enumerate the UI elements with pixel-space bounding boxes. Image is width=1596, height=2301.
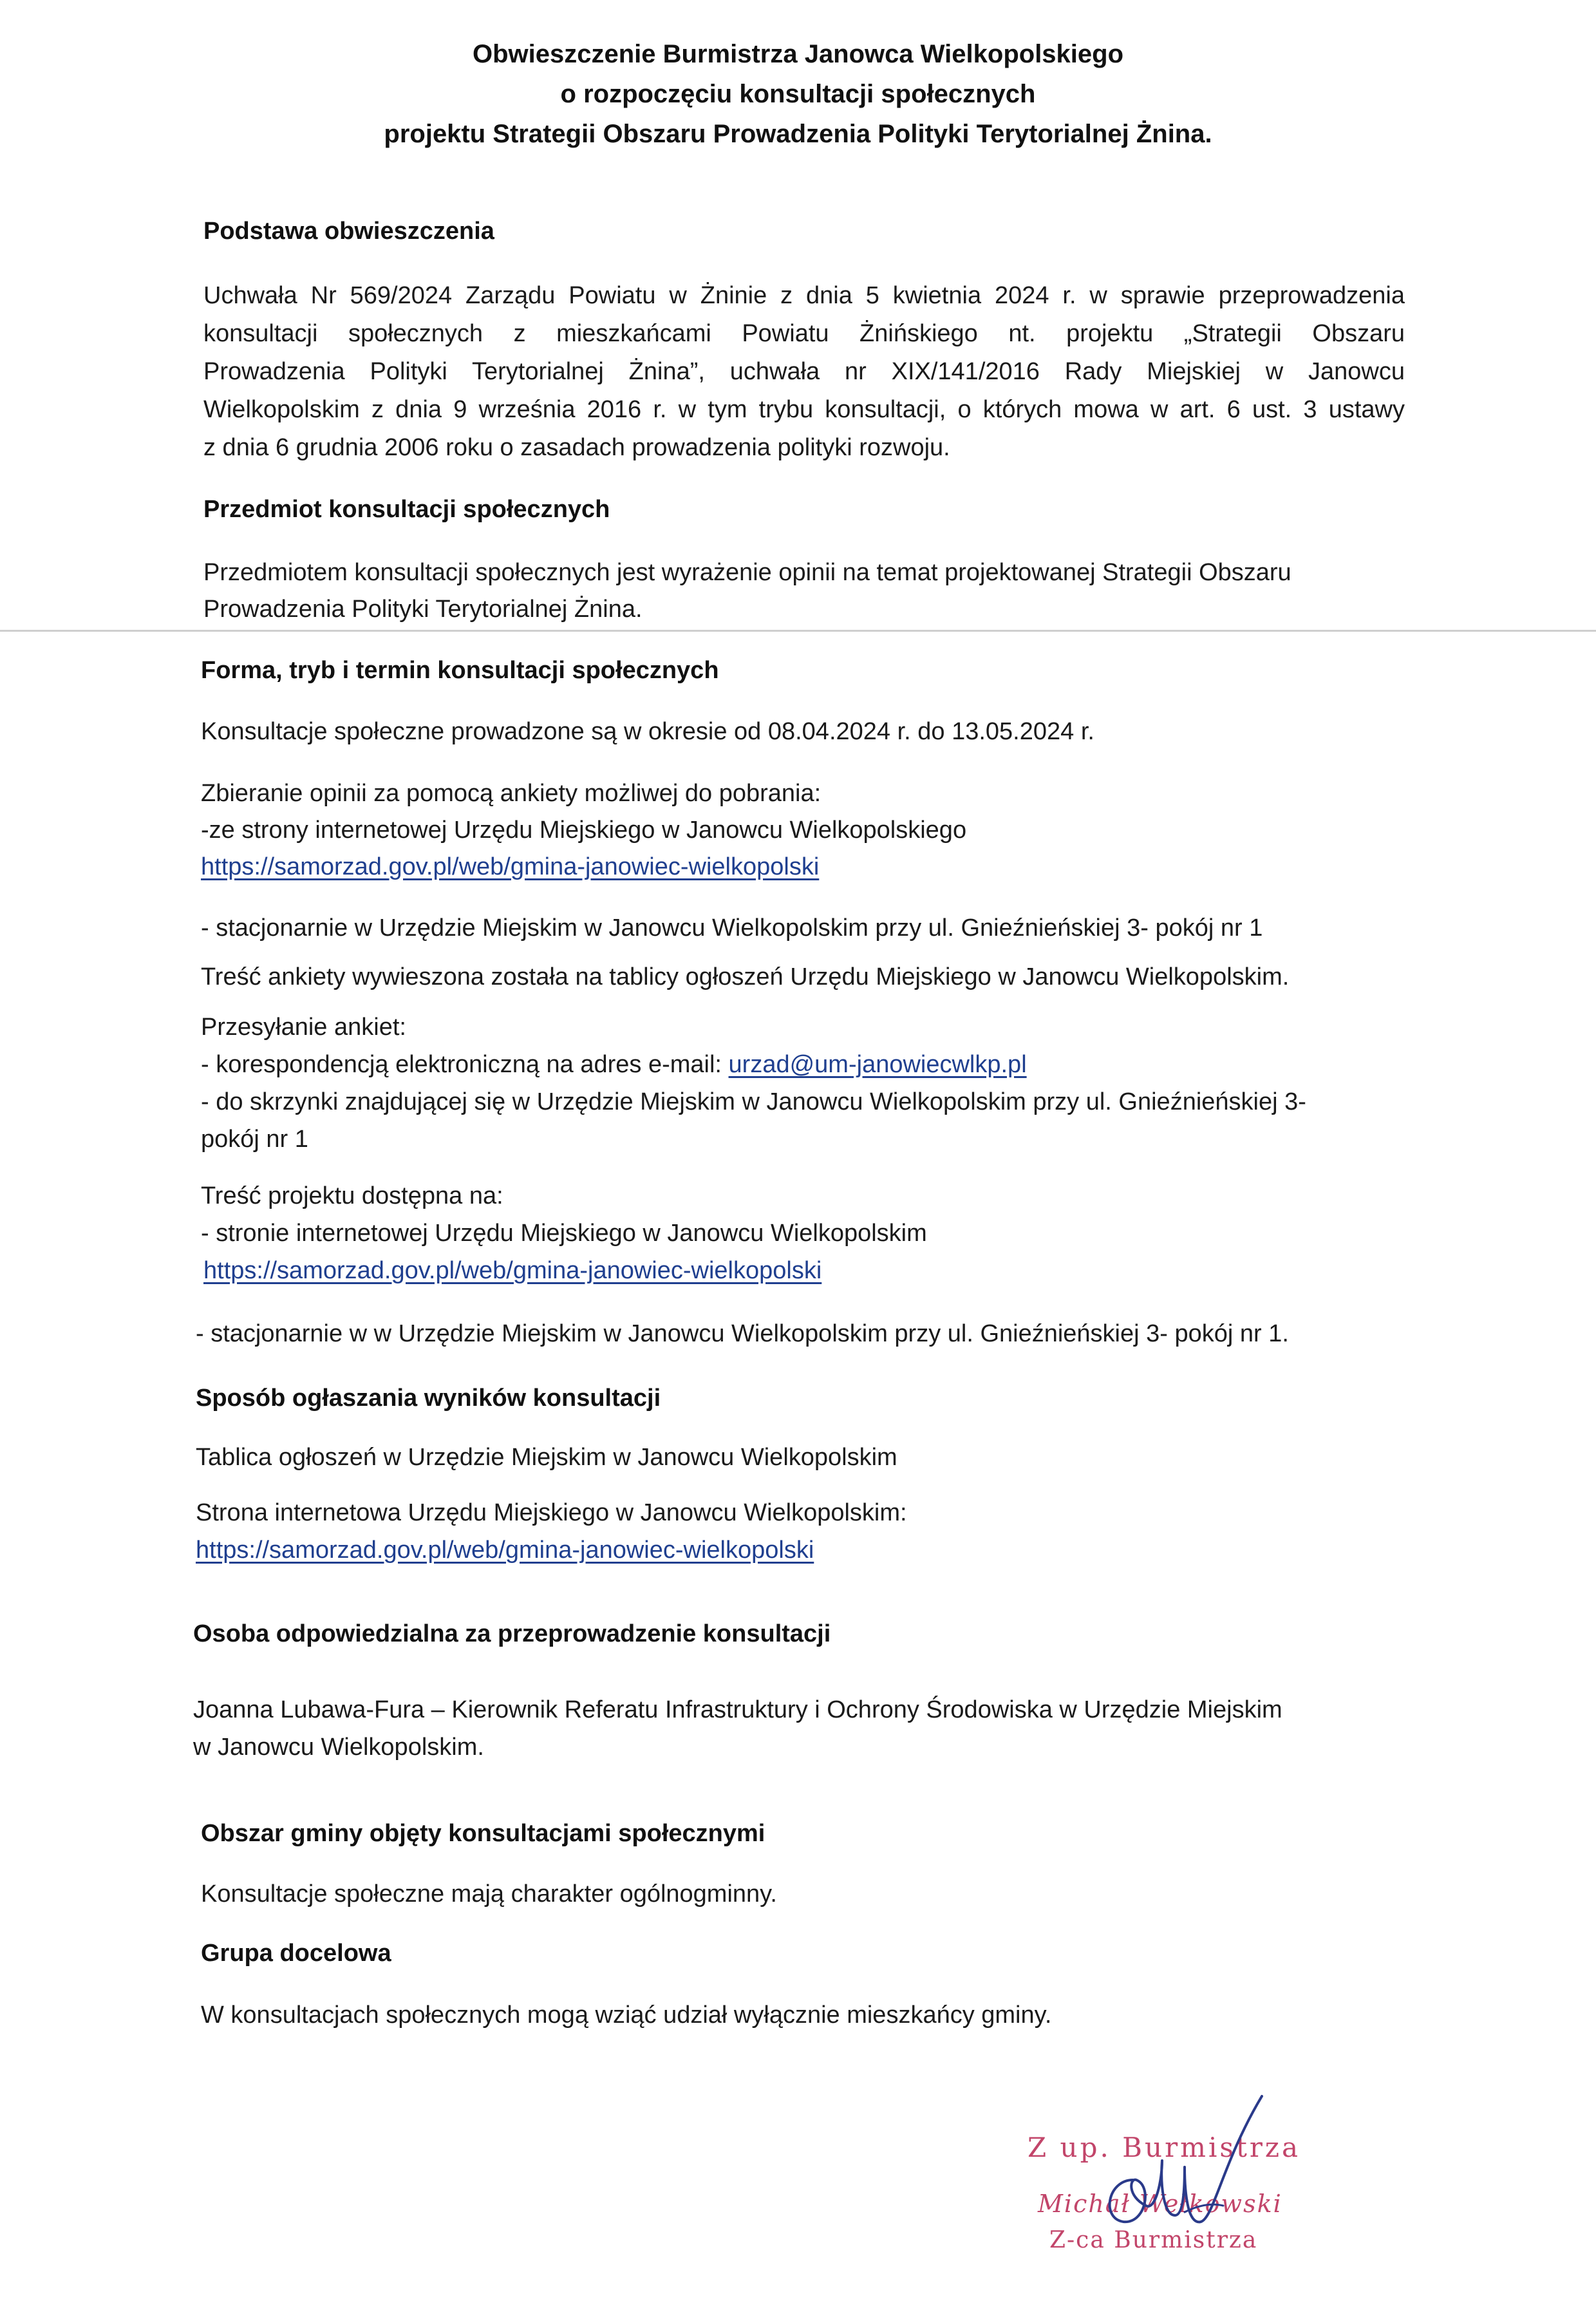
sending-email-prefix: - korespondencją elektroniczną na adres e-mail:: [201, 1051, 729, 1078]
link-samorzad-3[interactable]: https://samorzad.gov.pl/web/gmina-janowiec-wielkopolski: [196, 1537, 814, 1564]
heading-obszar: Obszar gminy objęty konsultacjami społecznymi: [201, 1820, 765, 1847]
stamp-line-3: Z-ca Burmistrza: [1049, 2227, 1258, 2253]
scan-divider: [0, 630, 1596, 632]
osoba-line-2: w Janowcu Wielkopolskim.: [193, 1734, 484, 1761]
title-line-3: projektu Strategii Obszaru Prowadzenia Polityki Terytorialnej Żnina.: [384, 120, 1212, 148]
forma-sending-heading: Przesyłanie ankiet:: [201, 1014, 406, 1041]
wyniki-web: Strona internetowa Urzędu Miejskiego w Janowcu Wielkopolskim:: [196, 1499, 907, 1526]
heading-przedmiot: Przedmiot konsultacji społecznych: [203, 496, 610, 523]
podstawa-line-4: Wielkopolskim z dnia 9 września 2016 r. w tym trybu konsultacji, o których mowa w art. 6 ust. 3 ustawy: [203, 396, 1405, 423]
link-samorzad-1[interactable]: https://samorzad.gov.pl/web/gmina-janowiec-wielkopolski: [201, 853, 820, 880]
podstawa-line-1: Uchwała Nr 569/2024 Zarządu Powiatu w Żninie z dnia 5 kwietnia 2024 r. w sprawie przeprowadzenia: [203, 282, 1405, 309]
forma-sending-box-1: - do skrzynki znajdującej się w Urzędzie Miejskim w Janowcu Wielkopolskim przy ul. Gnieźnieńskiej 3-: [201, 1088, 1306, 1115]
osoba-line-1: Joanna Lubawa-Fura – Kierownik Referatu Infrastruktury i Ochrony Środowiska w Urzędzie Miejskim: [193, 1696, 1282, 1723]
podstawa-line-3: Prowadzenia Polityki Terytorialnej Żnina”, uchwała nr XIX/141/2016 Rady Miejskiej w Janowcu: [203, 358, 1405, 385]
email-link[interactable]: urzad@um-janowiecwlkp.pl: [728, 1051, 1027, 1078]
forma-content-web: - stronie internetowej Urzędu Miejskiego w Janowcu Wielkopolskim: [201, 1220, 927, 1247]
forma-sending-email: [201, 1051, 1027, 1079]
title-line-1: Obwieszczenie Burmistrza Janowca Wielkopolskiego: [472, 40, 1124, 68]
forma-stationary-1: - stacjonarnie w Urzędzie Miejskim w Janowcu Wielkopolskim przy ul. Gnieźnieńskiej 3- pokój nr 1: [201, 914, 1263, 942]
heading-grupa: Grupa docelowa: [201, 1940, 391, 1967]
przedmiot-line-2: Prowadzenia Polityki Terytorialnej Żnina.: [203, 596, 643, 623]
stamp-line-2: Michał Wełkowski: [1038, 2190, 1282, 2218]
heading-podstawa: Podstawa obwieszczenia: [203, 218, 494, 245]
heading-wyniki: Sposób ogłaszania wyników konsultacji: [196, 1385, 661, 1412]
forma-stationary-2: - stacjonarnie w w Urzędzie Miejskim w Janowcu Wielkopolskim przy ul. Gnieźnieńskiej 3- pokój nr 1.: [196, 1320, 1289, 1347]
heading-forma: Forma, tryb i termin konsultacji społecznych: [201, 657, 719, 684]
przedmiot-line-1: Przedmiotem konsultacji społecznych jest wyrażenie opinii na temat projektowanej Strategii Obszaru: [203, 559, 1291, 586]
grupa-text: W konsultacjach społecznych mogą wziąć udział wyłącznie mieszkańcy gminy.: [201, 2002, 1052, 2029]
forma-period: Konsultacje społeczne prowadzone są w okresie od 08.04.2024 r. do 13.05.2024 r.: [201, 718, 1094, 745]
signature-image: [991, 2083, 1288, 2277]
link-samorzad-2[interactable]: https://samorzad.gov.pl/web/gmina-janowiec-wielkopolski: [203, 1257, 822, 1284]
forma-content-heading: Treść projektu dostępna na:: [201, 1182, 503, 1209]
forma-posted: Treść ankiety wywieszona została na tablicy ogłoszeń Urzędu Miejskiego w Janowcu Wielkopolskim.: [201, 963, 1290, 990]
forma-collect-2: -ze strony internetowej Urzędu Miejskiego w Janowcu Wielkopolskiego: [201, 817, 967, 844]
heading-osoba: Osoba odpowiedzialna za przeprowadzenie konsultacji: [193, 1620, 831, 1647]
podstawa-line-2: konsultacji społecznych z mieszkańcami Powiatu Żnińskiego nt. projektu „Strategii Obszaru: [203, 320, 1405, 347]
podstawa-line-5: z dnia 6 grudnia 2006 roku o zasadach prowadzenia polityki rozwoju.: [203, 434, 950, 461]
stamp-line-1: Z up. Burmistrza: [1028, 2132, 1301, 2163]
obszar-text: Konsultacje społeczne mają charakter ogólnogminny.: [201, 1880, 777, 1908]
wyniki-board: Tablica ogłoszeń w Urzędzie Miejskim w Janowcu Wielkopolskim: [196, 1444, 897, 1471]
forma-collect-1: Zbieranie opinii za pomocą ankiety możliwej do pobrania:: [201, 780, 821, 807]
forma-sending-box-2: pokój nr 1: [201, 1126, 308, 1153]
title-line-2: o rozpoczęciu konsultacji społecznych: [560, 80, 1036, 108]
